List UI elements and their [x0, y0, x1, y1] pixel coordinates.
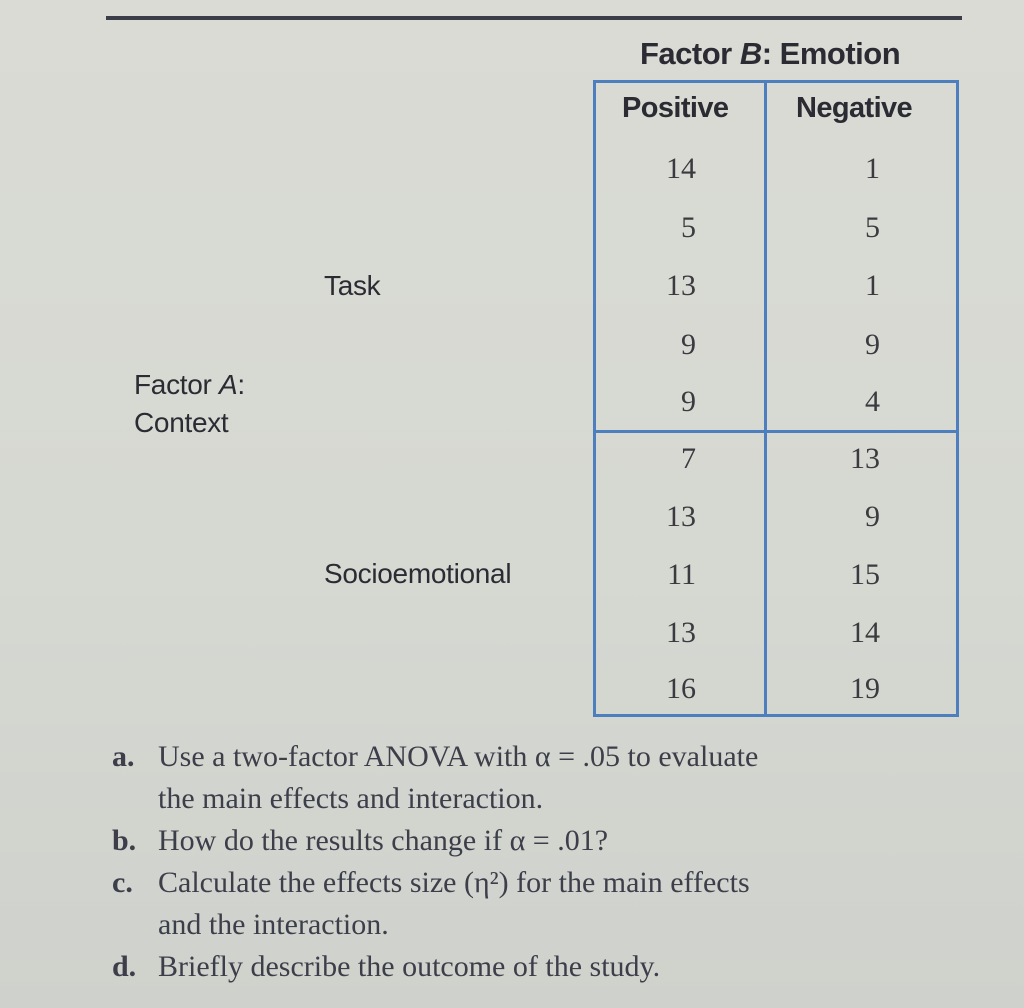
table-cell: 13	[850, 442, 880, 475]
table-cell: 13	[666, 269, 696, 302]
table-cell: 7	[681, 442, 696, 475]
table-cell: 4	[865, 385, 880, 418]
question-line: Calculate the effects size (η²) for the main effects	[158, 866, 750, 899]
table-cell: 1	[865, 269, 880, 302]
question-list	[112, 736, 992, 988]
table-cell: 16	[666, 672, 696, 705]
question-letter: c.	[112, 866, 133, 899]
table-cell: 14	[666, 152, 696, 185]
column-header-positive: Positive	[622, 92, 729, 124]
question-line: the main effects and interaction.	[158, 782, 544, 815]
row-label-socioemotional: Socioemotional	[324, 558, 512, 589]
table-cell: 13	[666, 616, 696, 649]
question-letter: d.	[112, 950, 137, 983]
column-divider	[764, 80, 767, 717]
question-letter: a.	[112, 740, 135, 773]
factor-a-letter: A	[219, 369, 238, 400]
table-cell: 5	[865, 211, 880, 244]
question-text	[158, 820, 992, 862]
question-line: How do the results change if α = .01?	[158, 824, 609, 857]
top-rule	[106, 16, 962, 20]
factor-a-line2: Context	[134, 407, 229, 438]
factor-a-label	[134, 366, 245, 442]
group-divider	[593, 430, 959, 433]
factor-a-prefix: Factor	[134, 369, 220, 400]
table-cell: 1	[865, 152, 880, 185]
table-cell: 15	[850, 558, 880, 591]
question-line: and the interaction.	[158, 908, 389, 941]
question-line: Use a two-factor ANOVA with α = .05 to evaluate	[158, 740, 759, 773]
table-cell: 11	[667, 558, 696, 591]
question-text	[158, 862, 992, 946]
factor-b-prefix: Factor	[640, 36, 740, 71]
column-header-negative: Negative	[796, 92, 913, 124]
table-cell: 5	[681, 211, 696, 244]
question-c	[112, 862, 992, 946]
question-line: Briefly describe the outcome of the study.	[158, 950, 661, 983]
table-cell: 19	[850, 672, 880, 705]
row-label-task: Task	[324, 270, 381, 301]
table-cell: 13	[666, 500, 696, 533]
table-cell: 9	[681, 385, 696, 418]
table-cell: 9	[865, 500, 880, 533]
question-b	[112, 820, 992, 862]
table-cell: 14	[850, 616, 880, 649]
table-cell: 9	[681, 328, 696, 361]
question-letter: b.	[112, 824, 137, 857]
question-text	[158, 946, 992, 988]
table-cell: 9	[865, 328, 880, 361]
factor-b-letter: B	[739, 36, 762, 71]
question-a	[112, 736, 992, 820]
question-text	[158, 736, 992, 820]
question-d	[112, 946, 992, 988]
factor-b-header	[640, 36, 900, 72]
factor-b-suffix: : Emotion	[761, 36, 901, 71]
factor-a-suffix: :	[237, 369, 245, 400]
